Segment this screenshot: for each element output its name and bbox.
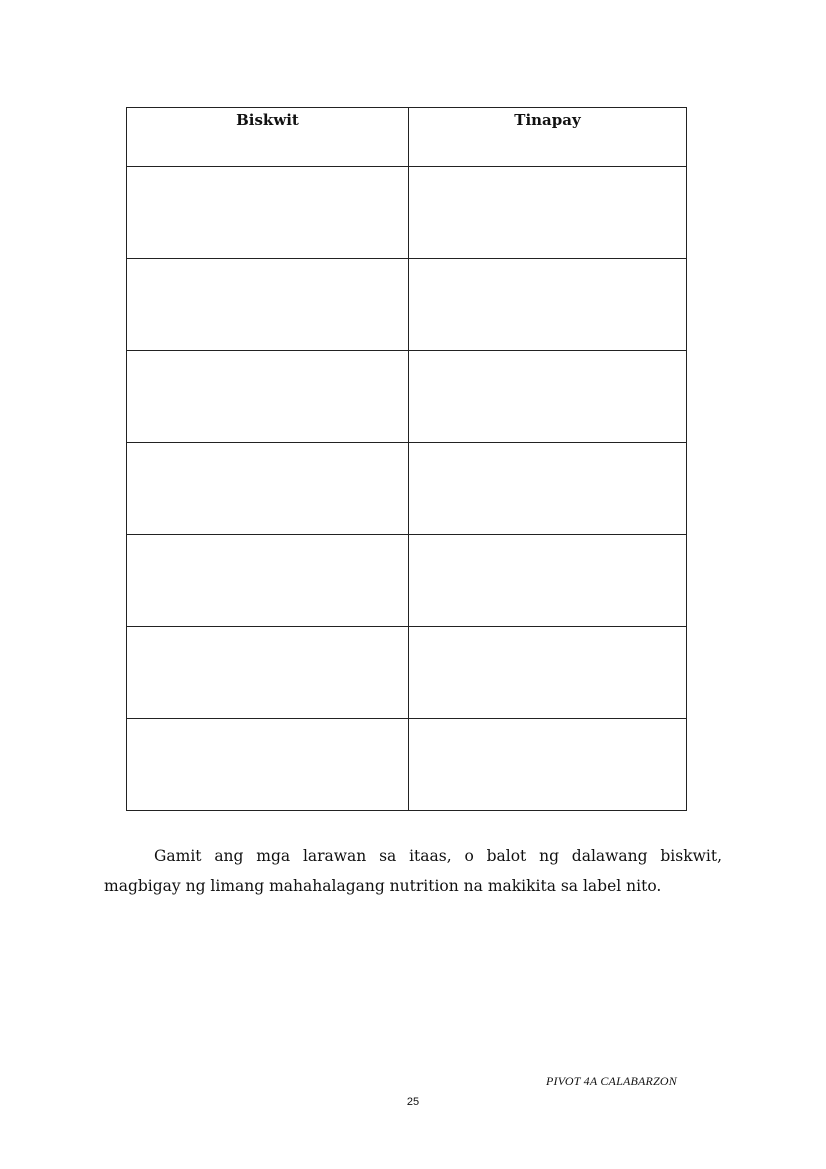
answer-cell-tinapay[interactable] (409, 443, 687, 535)
table-row (127, 443, 687, 535)
table-header-row (127, 108, 687, 167)
answer-cell-biskwit[interactable] (127, 627, 409, 719)
answer-cell-biskwit[interactable] (127, 443, 409, 535)
answer-cell-biskwit[interactable] (127, 167, 409, 259)
footer-label: PIVOT 4A CALABARZON (546, 1074, 678, 1088)
table-row (127, 627, 687, 719)
answer-cell-tinapay[interactable] (409, 259, 687, 351)
table-row (127, 259, 687, 351)
answer-cell-tinapay[interactable] (409, 535, 687, 627)
table-row (127, 351, 687, 443)
instruction-paragraph: Gamit ang mga larawan sa itaas, o balot ng dalawang biskwit, magbigay ng limang mahahalagang nutrition na makikita sa label nito. (104, 847, 722, 895)
answer-cell-tinapay[interactable] (409, 627, 687, 719)
answer-cell-tinapay[interactable] (409, 351, 687, 443)
table-row (127, 167, 687, 259)
comparison-table (126, 107, 687, 811)
answer-cell-biskwit[interactable] (127, 351, 409, 443)
header-tinapay: Tinapay (409, 108, 687, 167)
table-row (127, 535, 687, 627)
header-biskwit: Biskwit (127, 108, 409, 167)
page-number: 25 (406, 1096, 420, 1108)
answer-cell-tinapay[interactable] (409, 719, 687, 811)
answer-cell-tinapay[interactable] (409, 167, 687, 259)
answer-cell-biskwit[interactable] (127, 535, 409, 627)
table-row (127, 719, 687, 811)
answer-cell-biskwit[interactable] (127, 719, 409, 811)
answer-cell-biskwit[interactable] (127, 259, 409, 351)
